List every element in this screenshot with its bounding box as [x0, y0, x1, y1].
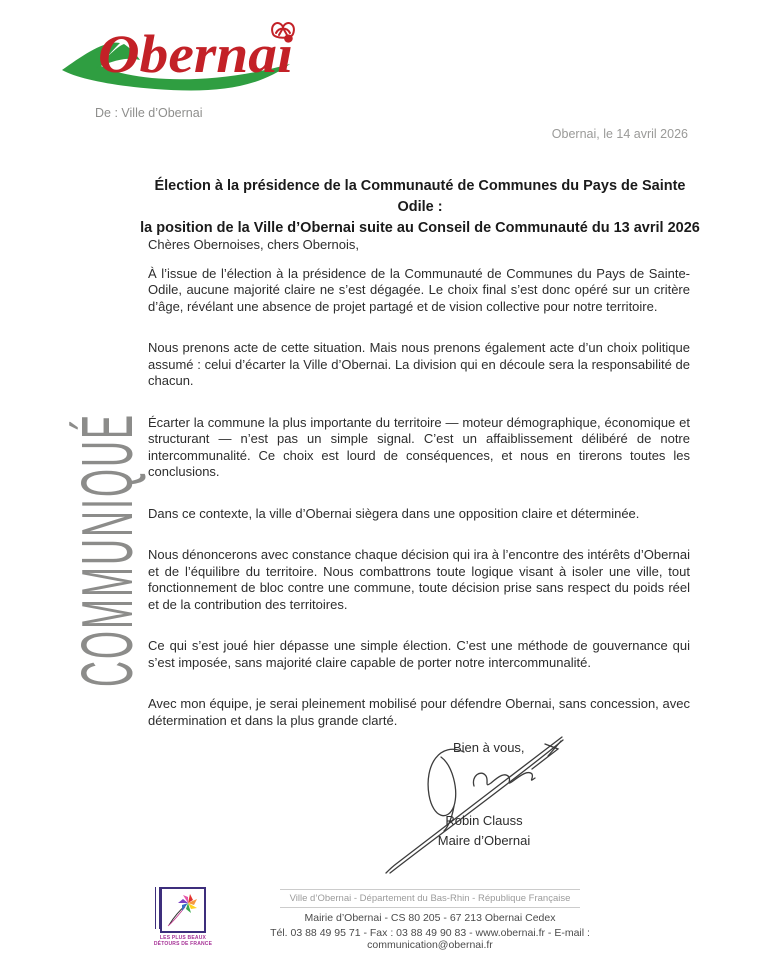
letter-title	[140, 176, 700, 239]
obernai-logo	[60, 12, 310, 96]
signer-block	[408, 811, 560, 851]
title-line-2: la position de la Ville d’Obernai suite au Conseil de Communauté du 13 avril 2026	[140, 220, 700, 236]
footer-contact-line: Tél. 03 88 49 95 71 - Fax : 03 88 49 90 83 - www.obernai.fr - E-mail : communication@obernai.fr	[270, 927, 590, 951]
paragraph: Écarter la commune la plus importante du territoire — moteur démographique, économique et structurant — n’est pas un simple signal. C’est un affaiblissement délibéré de notre intercommunalité. Ce choix est lourd de conséquences, et nous en tirerons toutes les conclusions.	[148, 414, 690, 479]
paragraph: Nous dénoncerons avec constance chaque décision qui ira à l’encontre des intérêts d’Obernai et de l’équilibre du territoire. Nous combattrons toute logique visant à isoler une ville, tout fonctionnement de bloc contre une commune, toute décision prise sans respect du poids réel et de la contribution des territoires.	[148, 547, 690, 612]
paragraph: Ce qui s’est joué hier dépasse une simple élection. C’est une méthode de gouvernance qui s’est imposée, sans majorité claire capable de porter notre intercommunalité.	[148, 638, 690, 670]
logo-wordmark: Obernai	[98, 24, 293, 84]
from-line: De : Ville d’Obernai	[95, 106, 203, 120]
badge-spine	[155, 887, 160, 929]
letter-body	[148, 237, 690, 754]
paragraph: À l’issue de l’élection à la présidence de la Communauté de Communes du Pays de Sainte-Odile, aucune majorité claire ne s’est dégagée. Le choix final s’est donc opéré sur un critère d’âge, révélant une absence de projet partagé et de vision collective pour notre territoire.	[148, 265, 690, 314]
salutation: Chères Obernoises, chers Obernois,	[148, 237, 359, 252]
footer-region-line: Ville d’Obernai - Département du Bas-Rhin - République Française	[280, 889, 580, 908]
badge-frame	[160, 887, 206, 933]
dateline: Obernai, le 14 avril 2026	[551, 127, 688, 141]
footer-mailing-line: Mairie d’Obernai - CS 80 205 - 67 213 Obernai Cedex	[304, 912, 556, 924]
footer-address-block	[212, 889, 648, 951]
beaux-detours-badge	[152, 887, 214, 947]
closing-formula: Bien à vous,	[453, 740, 525, 755]
pinwheel-star-icon	[164, 891, 202, 929]
paragraph: Dans ce contexte, la ville d’Obernai siègera dans une opposition claire et déterminée.	[148, 505, 640, 521]
signer-title: Maire d’Obernai	[437, 833, 531, 848]
communique-watermark: COMMUNIQUÉ	[66, 413, 148, 687]
paragraph: Nous prenons acte de cette situation. Mais nous prenons également acte d’un choix politique assumé : celui d’écarter la Ville d’Obernai. La division qui en découle sera la responsabilité de chacun.	[148, 340, 690, 388]
signer-name: Robin Clauss	[445, 813, 523, 828]
badge-caption: LES PLUS BEAUX DÉTOURS DE FRANCE	[153, 935, 213, 947]
paragraph: Avec mon équipe, je serai pleinement mobilisé pour défendre Obernai, sans concession, avec détermination et dans la plus grande clarté.	[148, 696, 690, 728]
title-line-1: Élection à la présidence de la Communauté de Communes du Pays de Sainte Odile :	[154, 178, 686, 215]
handwritten-signature	[370, 723, 580, 875]
